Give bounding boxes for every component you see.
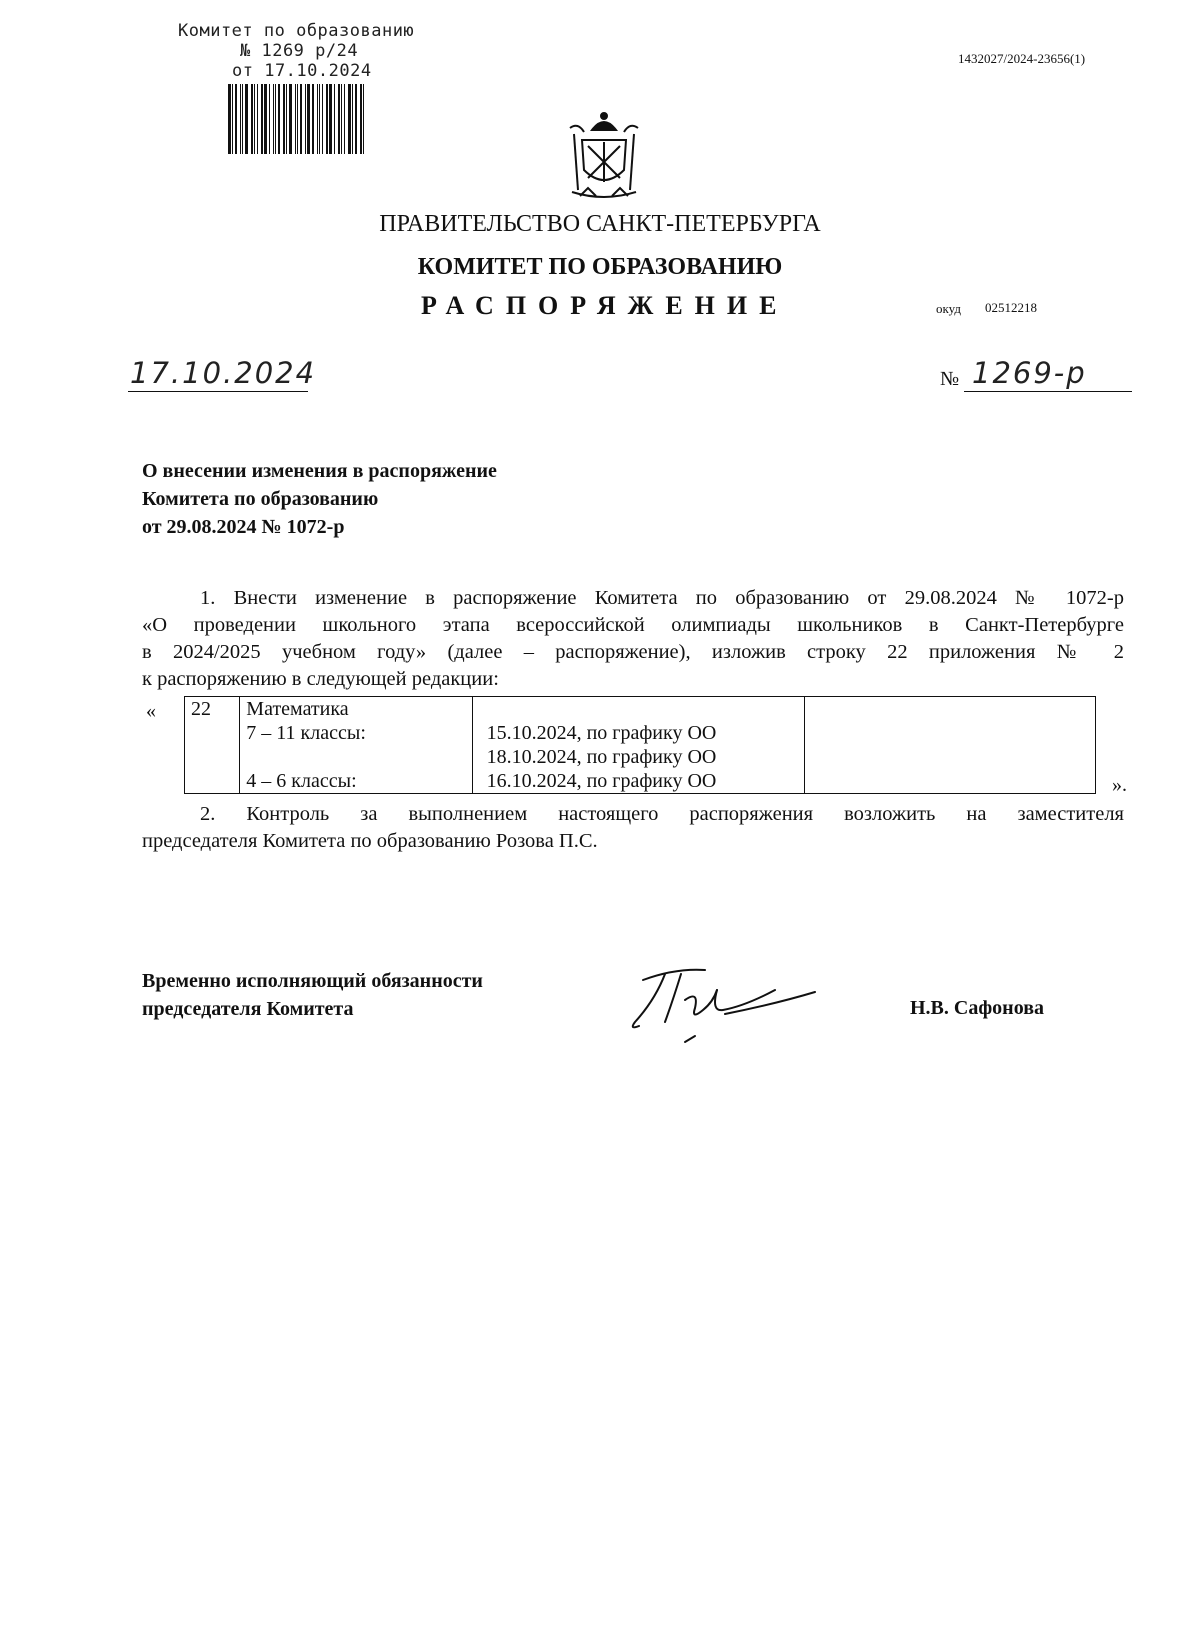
- row-number: 22: [191, 698, 211, 720]
- subject-line-1: О внесении изменения в распоряжение: [142, 460, 497, 482]
- date-1: 15.10.2024, по графику ОО: [486, 722, 717, 744]
- barcode-bar: [245, 84, 248, 154]
- barcode-bar: [305, 84, 306, 154]
- committee-title: КОМИТЕТ ПО ОБРАЗОВАНИЮ: [417, 254, 783, 280]
- subject-line-2: Комитета по образованию: [142, 488, 379, 510]
- paragraph-2-line-2: председателя Комитета по образованию Розова П.С.: [142, 830, 598, 852]
- barcode-bar: [344, 84, 345, 154]
- olympiad-subject: Математика: [246, 698, 349, 720]
- coat-of-arms-emblem: [558, 108, 650, 202]
- quote-open: «: [146, 700, 156, 722]
- registration-number: 1432027/2024-23656(1): [958, 51, 1086, 66]
- barcode-bar: [329, 84, 332, 154]
- barcode-bar: [297, 84, 298, 154]
- barcode-bar: [348, 84, 351, 154]
- okud-code: 02512218: [985, 300, 1037, 315]
- handwritten-signature: [625, 960, 855, 1050]
- table-row: [185, 697, 1096, 794]
- document-type: РАСПОРЯЖЕНИЕ: [421, 291, 789, 320]
- barcode-bar: [286, 84, 287, 154]
- grades-7-11: 7 – 11 классы:: [246, 722, 366, 744]
- barcode-bar: [319, 84, 320, 154]
- date-3: 16.10.2024, по графику ОО: [486, 770, 717, 792]
- dates-cell: [472, 697, 805, 794]
- date-underline: [128, 391, 308, 392]
- schedule-table: [184, 696, 1096, 794]
- document-number: 1269-р: [972, 356, 1087, 390]
- grades-4-6: 4 – 6 классы:: [246, 770, 357, 792]
- barcode-bar: [269, 84, 270, 154]
- row-number-cell: [185, 697, 240, 794]
- barcode-bar: [322, 84, 323, 154]
- paragraph-2-line-1: 2. Контроль за выполнением настоящего распоряжения возложить на заместителя: [200, 803, 1124, 825]
- paragraph-1-line-3: в 2024/2025 учебном году» (далее – распоряжение), изложив строку 22 приложения № 2: [142, 641, 1124, 663]
- barcode-bar: [312, 84, 314, 154]
- signatory-name: Н.В. Сафонова: [910, 997, 1045, 1019]
- barcode-bar: [341, 84, 342, 154]
- barcode-bar: [264, 84, 267, 154]
- barcode-bar: [334, 84, 335, 154]
- barcode-bar: [289, 84, 292, 154]
- signatory-position: [142, 967, 483, 1023]
- position-line-2: председателя Комитета: [142, 998, 354, 1020]
- barcode-bar: [283, 84, 285, 154]
- barcode-bar: [273, 84, 274, 154]
- barcode-bar: [355, 84, 357, 154]
- number-underline: [964, 391, 1132, 392]
- barcode-bar: [295, 84, 296, 154]
- barcode-bar: [307, 84, 310, 154]
- barcode-bar: [254, 84, 255, 154]
- stamp-line-2: № 1269 р/24: [240, 41, 359, 61]
- paragraph-1-line-1: 1. Внести изменение в распоряжение Комитета по образованию от 29.08.2024 № 1072-р: [200, 587, 1124, 609]
- date-2: 18.10.2024, по графику ОО: [486, 746, 717, 768]
- stamp-line-3: от 17.10.2024: [232, 61, 372, 81]
- stamp-line-1: Комитет по образованию: [178, 21, 415, 41]
- subject-cell: [240, 697, 472, 794]
- barcode-bar: [257, 84, 258, 154]
- barcode-bar: [300, 84, 302, 154]
- quote-close: ».: [1112, 774, 1127, 796]
- barcode-bar: [275, 84, 276, 154]
- barcode: [228, 84, 366, 154]
- document-date: 17.10.2024: [130, 356, 317, 390]
- paragraph-1-line-4: к распоряжению в следующей редакции:: [142, 668, 499, 690]
- barcode-bar: [235, 84, 237, 154]
- paragraph-1-line-2: «О проведении школьного этапа всероссийской олимпиады школьников в Санкт-Петербурге: [142, 614, 1124, 636]
- barcode-bar: [232, 84, 233, 154]
- barcode-bar: [363, 84, 364, 154]
- government-title: ПРАВИТЕЛЬСТВО САНКТ-ПЕТЕРБУРГА: [379, 211, 821, 237]
- barcode-bar: [228, 84, 231, 154]
- position-line-1: Временно исполняющий обязанности: [142, 970, 483, 992]
- number-sign: №: [940, 368, 960, 390]
- barcode-bar: [360, 84, 362, 154]
- okud-label: окуд: [936, 301, 961, 316]
- barcode-bar: [352, 84, 353, 154]
- barcode-bar: [338, 84, 340, 154]
- document-subject: [142, 457, 742, 541]
- barcode-bar: [240, 84, 241, 154]
- paragraph-1: [142, 585, 1124, 693]
- subject-line-3: от 29.08.2024 № 1072-р: [142, 516, 345, 538]
- paragraph-2: [142, 801, 1124, 855]
- barcode-bar: [242, 84, 243, 154]
- barcode-bar: [261, 84, 263, 154]
- barcode-bar: [278, 84, 280, 154]
- barcode-bar: [317, 84, 318, 154]
- barcode-bar: [326, 84, 328, 154]
- barcode-bar: [251, 84, 253, 154]
- empty-cell: [805, 697, 1096, 794]
